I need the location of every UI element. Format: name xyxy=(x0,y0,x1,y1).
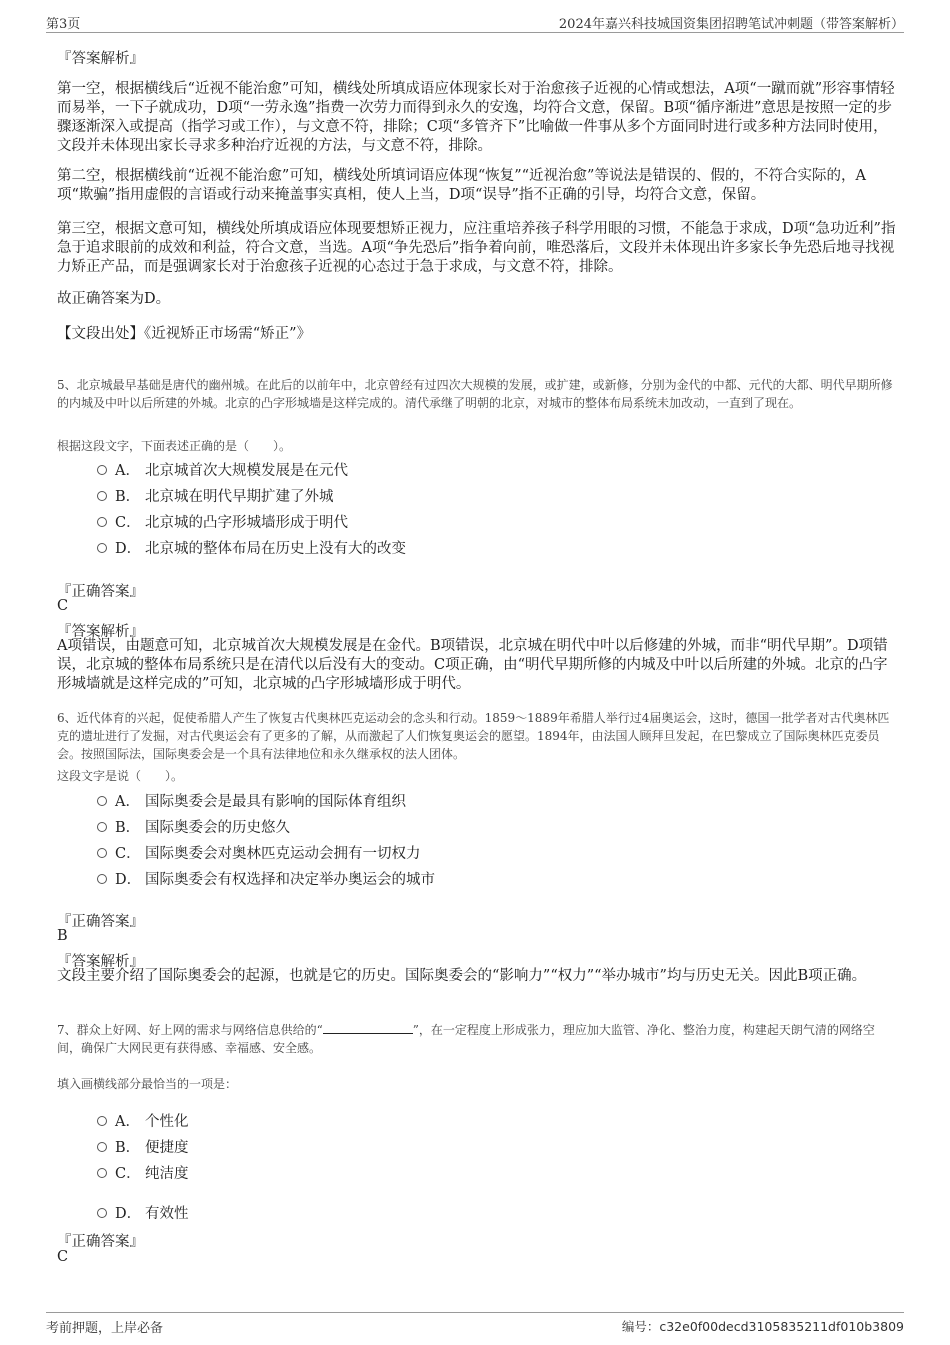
radio-icon[interactable] xyxy=(97,1116,107,1126)
q7-answer: C xyxy=(57,1249,69,1265)
page-number: 第3页 xyxy=(46,17,81,32)
q6-analysis: 文段主要介绍了国际奥委会的起源，也就是它的历史。国际奥委会的“影响力”“权力”“举办城市”均与历史无关。因此B项正确。 xyxy=(57,968,867,984)
q6-prompt: 这段文字是说（ ）。 xyxy=(57,769,184,783)
q5-analysis-label: 『答案解析』 xyxy=(57,624,144,640)
radio-icon[interactable] xyxy=(97,465,107,475)
page-header xyxy=(46,10,904,33)
q5-analysis: A项错误，由题意可知，北京城首次大规模发展是在金代。B项错误，北京城在明代中叶以后修建的外城，而非“明代早期”。D项错误，北京城的整体布局系统只是在清代以后没有大的变动。C项正确，由“明代早期所修的内城及中叶以后所建的外城。北京的凸字形城墙就是这样完成的”可知，北京城的凸字形城墙形成于明代。 xyxy=(57,638,888,692)
document-code: 编号：c32e0f00decd3105835211df010b3809 xyxy=(621,1319,904,1334)
radio-icon[interactable] xyxy=(97,1208,107,1218)
radio-icon[interactable] xyxy=(97,1168,107,1178)
radio-icon[interactable] xyxy=(97,848,107,858)
fill-in-blank xyxy=(323,1021,413,1034)
radio-icon[interactable] xyxy=(97,517,107,527)
q7-stem: 7、群众上好网、好上网的需求与网络信息供给的“ ”，在一定程度上形成张力，理应加大监管、净化、整治力度，构建起天朗气清的网络空间，确保广大网民更有获得感、幸福感、安全感。 xyxy=(57,1023,875,1055)
q7-option-d[interactable]: D． 有效性 xyxy=(97,1202,797,1224)
footer-slogan: 考前押题，上岸必备 xyxy=(46,1321,164,1336)
radio-icon[interactable] xyxy=(97,1142,107,1152)
q6-option-b[interactable]: B． 国际奥委会的历史悠久 xyxy=(97,816,797,838)
radio-icon[interactable] xyxy=(97,543,107,553)
q6-answer: B xyxy=(57,928,68,944)
q4-analysis-para-2: 第二空，根据横线前“近视不能治愈”可知，横线处所填词语应体现“恢复”“近视治愈”等说法是错误的、假的，不符合实际的，A项“欺骗”指用虚假的言语或行动来掩盖事实真相，使人上当，D项“误导”指不正确的引导，均符合文意，保留。 xyxy=(57,168,866,203)
q7-answer-label: 『正确答案』 xyxy=(57,1234,144,1250)
q5-option-c[interactable]: C． 北京城的凸字形城墙形成于明代 xyxy=(97,511,797,533)
radio-icon[interactable] xyxy=(97,796,107,806)
q5-answer: C xyxy=(57,598,69,614)
q6-option-d[interactable]: D． 国际奥委会有权选择和决定举办奥运会的城市 xyxy=(97,868,797,890)
q6-stem: 6、近代体育的兴起，促使希腊人产生了恢复古代奥林匹克运动会的念头和行动。1859～1889年希腊人举行过4届奥运会，这时，德国一批学者对古代奥林匹克的遗址进行了发掘，对古代奥运会有了更多的了解，从而激起了人们恢复奥运会的愿望。1894年，由法国人顾拜旦发起，在巴黎成立了国际奥林匹克委员会。按照国际法，国际奥委会是一个具有法律地位和永久继承权的法人团体。 xyxy=(57,711,890,761)
q4-analysis-label: 『答案解析』 xyxy=(57,51,144,67)
q7-option-c[interactable]: C． 纯洁度 xyxy=(97,1162,797,1184)
q4-conclusion: 故正确答案为D。 xyxy=(57,291,171,307)
q4-analysis-para-1: 第一空，根据横线后“近视不能治愈”可知，横线处所填成语应体现家长对于治愈孩子近视的心情或想法，A项“一蹴而就”形容事情轻而易举，一下子就成功，D项“一劳永逸”指费一次劳力而得到永久的安逸，均符合文意，保留。B项“循序渐进”意思是按照一定的步骤逐渐深入或提高（指学习或工作），与文意不符，排除；C项“多管齐下”比喻做一件事从多个方面同时进行或多种方法同时使用，文段并未体现出家长寻求多种治疗近视的方法，与文意不符，排除。 xyxy=(57,81,895,154)
q6-option-c[interactable]: C． 国际奥委会对奥林匹克运动会拥有一切权力 xyxy=(97,842,797,864)
q5-option-d[interactable]: D． 北京城的整体布局在历史上没有大的改变 xyxy=(97,537,797,559)
q7-option-b[interactable]: B． 便捷度 xyxy=(97,1136,797,1158)
radio-icon[interactable] xyxy=(97,874,107,884)
q5-answer-label: 『正确答案』 xyxy=(57,584,144,600)
q4-analysis-para-3: 第三空，根据文意可知，横线处所填成语应体现要想矫正视力，应注重培养孩子科学用眼的习惯，不能急于求成，D项“急功近利”指急于追求眼前的成效和利益，符合文意，当选。A项“争先恐后”指争着向前，唯恐落后，文段并未体现出许多家长争先恐后地寻找视力矫正产品，而是强调家长对于治愈孩子近视的心态过于急于求成，与文意不符，排除。 xyxy=(57,221,896,275)
q5-stem: 5、北京城最早基础是唐代的幽州城。在此后的以前年中，北京曾经有过四次大规模的发展，或扩建，或新修，分别为金代的中都、元代的大都、明代早期所修的内城及中叶以后所建的外城。北京的凸字形城墙是这样完成的。清代承继了明朝的北京，对城市的整体布局系统未加改动，一直到了现在。 xyxy=(57,378,893,410)
radio-icon[interactable] xyxy=(97,822,107,832)
q6-analysis-label: 『答案解析』 xyxy=(57,954,144,970)
q4-source: 【文段出处】《近视矫正市场需“矫正”》 xyxy=(57,326,312,342)
q5-prompt: 根据这段文字，下面表述正确的是（ ）。 xyxy=(57,439,292,453)
radio-icon[interactable] xyxy=(97,491,107,501)
q7-prompt: 填入画横线部分最恰当的一项是： xyxy=(57,1077,238,1091)
document-title: 2024年嘉兴科技城国资集团招聘笔试冲刺题（带答案解析） xyxy=(558,17,904,32)
q5-option-a[interactable]: A． 北京城首次大规模发展是在元代 xyxy=(97,459,797,481)
page-footer xyxy=(46,1312,904,1335)
q7-option-a[interactable]: A． 个性化 xyxy=(97,1110,797,1132)
q6-answer-label: 『正确答案』 xyxy=(57,914,144,930)
q5-option-b[interactable]: B． 北京城在明代早期扩建了外城 xyxy=(97,485,797,507)
q6-option-a[interactable]: A． 国际奥委会是最具有影响的国际体育组织 xyxy=(97,790,797,812)
